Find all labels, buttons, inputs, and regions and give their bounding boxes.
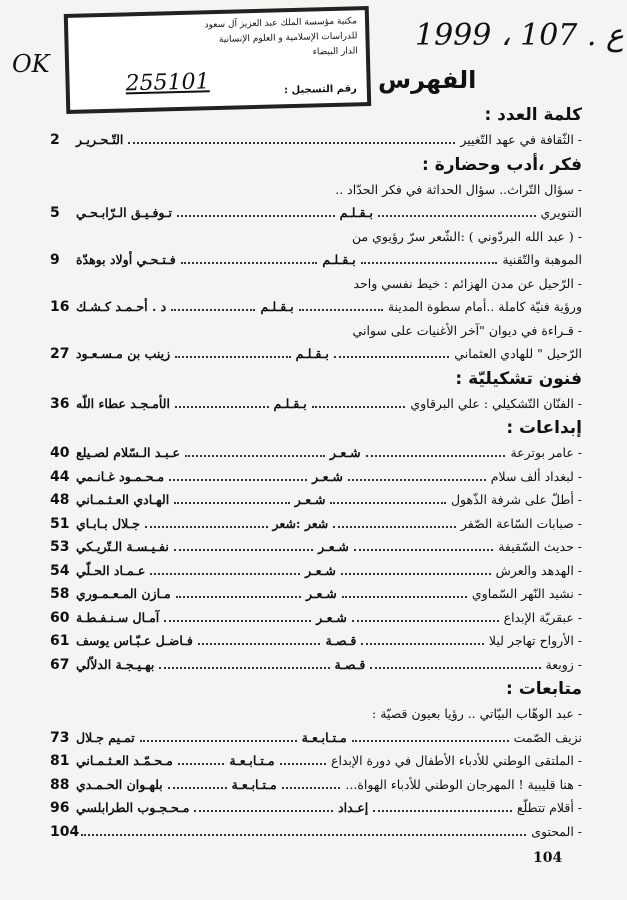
entry-author: نفـيـسـة الـتّريـكي <box>76 539 169 554</box>
entry-page: 67 <box>50 656 70 673</box>
stamp-line-3: الدار البيضاء <box>312 46 358 58</box>
entry-author: جـلال بـابـاي <box>75 515 140 531</box>
leader-dots <box>342 588 467 598</box>
toc-entry <box>50 535 582 559</box>
entry-author: الأمـجـد عطاء اللّه <box>76 395 170 411</box>
toc-entry <box>50 559 582 583</box>
handwritten-code: 1999 ، 107 . ع <box>415 18 624 53</box>
entry-author: تـوفـيـق الـرّابـحـي <box>75 205 173 220</box>
entry-page: 48 <box>49 492 70 508</box>
leader-dots <box>341 565 491 575</box>
entry-author: بلهـوان الحـمـدي <box>76 776 163 792</box>
toc-entry-line <box>50 178 582 202</box>
entry-page: 60 <box>50 609 70 626</box>
toc-entry <box>50 749 582 773</box>
leader-dots <box>282 779 341 789</box>
stamp-registration-label: رقم التسجيل : <box>283 83 357 97</box>
entry-page: 51 <box>49 515 70 532</box>
leader-dots <box>178 755 224 765</box>
entry-title: - حديث السّقيفة <box>498 539 582 554</box>
entry-author: الهـادي العـثـمـاني <box>75 492 170 507</box>
entry-page: 81 <box>49 753 70 769</box>
entry-title: - المحتوى <box>531 823 582 839</box>
entry-author: مـحـمـود غـانـمي <box>75 468 165 484</box>
leader-dots <box>352 732 509 742</box>
toc-entry-line <box>50 225 582 249</box>
entry-author: بهـيـجـة الدلاّلي <box>76 656 155 672</box>
entry-author: د . أحـمـد كـشـك <box>76 299 167 314</box>
entry-author: مـحـجـوب الطرابلسي <box>75 800 190 815</box>
entry-title: - سؤال التّراث.. سؤال الحداثة في فكر الحدّاد .. <box>335 181 582 197</box>
entry-type: بـقـلـم <box>295 346 329 361</box>
section-heading: فكر ،أدب وحضارة : <box>421 154 582 175</box>
toc-entry <box>50 342 582 366</box>
leader-dots <box>81 826 526 836</box>
toc-entry <box>50 128 582 152</box>
entry-page: 53 <box>50 539 70 555</box>
entry-title: - الأرواح تهاجر ليلا <box>488 633 582 648</box>
toc-entry-line <box>50 319 582 343</box>
entry-type: بـقـلـم <box>260 299 294 314</box>
entry-page: 88 <box>50 776 70 793</box>
leader-dots <box>361 635 484 645</box>
entry-page: 61 <box>49 633 70 649</box>
stamp-registration-number: 255101 <box>125 69 210 97</box>
toc-entry <box>50 726 582 750</box>
leader-dots <box>198 635 321 645</box>
leader-dots <box>330 494 446 504</box>
entry-page: 44 <box>49 468 70 485</box>
toc-entry-line <box>50 272 582 296</box>
toc-entry <box>50 773 582 797</box>
entry-title: - الملتقى الوطني للأدباء الأطفال في دورة الإبداع <box>331 753 582 768</box>
leader-dots <box>194 802 333 812</box>
section-heading: كلمة العدد : <box>484 105 582 125</box>
entry-type: مـتـابـعـة <box>231 776 277 792</box>
toc-entry <box>50 653 582 677</box>
leader-dots <box>185 447 325 457</box>
entry-page: 5 <box>49 205 60 221</box>
leader-dots <box>169 471 307 481</box>
entry-title: - الهدهد والعرش <box>495 562 582 578</box>
entry-type: مـتـابـعـة <box>229 753 275 768</box>
entry-page: 36 <box>50 395 70 412</box>
entry-type: قـصـة <box>325 633 357 648</box>
leader-dots <box>348 471 486 481</box>
entry-author: التّـحـريـر <box>76 132 124 147</box>
entry-page: 73 <box>50 729 70 746</box>
page-number: 104 <box>533 850 563 866</box>
entry-author: فـتـحـي أولاد بوهدّة <box>75 252 176 267</box>
section-heading: إبداعات : <box>506 418 582 438</box>
entry-title: - الرّحيل عن مدن الهزائم : خيط نفسي واحد <box>353 275 582 291</box>
leader-dots <box>352 612 499 622</box>
leader-dots <box>175 398 269 408</box>
stamp-line-2: للدراسات الإسلامية و العلوم الإنسانية <box>218 31 358 45</box>
toc-entry <box>50 629 582 653</box>
entry-title: - زوبعة <box>545 656 582 672</box>
entry-type: شـعـر <box>305 586 337 601</box>
entry-title: الموهبة والتّقنية <box>502 252 582 267</box>
entry-type: مـتـابـعـة <box>301 729 347 745</box>
leader-dots <box>171 301 255 311</box>
stamp-line-1: مكتبة مؤسسة الملك عبد العزيز آل سعود <box>204 16 358 31</box>
entry-page: 96 <box>49 800 70 816</box>
entry-author: عـبـد الـسّلام لصـيلع <box>76 445 180 460</box>
entry-title: - ( عبد الله البردّوني ) :الشّعر سرّ رؤيوي من <box>351 228 582 244</box>
entry-author: زينب بن مـسـعـود <box>75 346 171 361</box>
entry-author: آمـال سـنـفـطـة <box>76 609 160 625</box>
leader-dots <box>168 779 227 789</box>
leader-dots <box>150 565 300 575</box>
entry-page: 40 <box>50 445 70 461</box>
leader-dots <box>181 254 318 264</box>
toc-entry <box>50 582 582 606</box>
toc-heading-partial: الفهرس <box>378 66 477 94</box>
entry-type: شـعـر <box>329 445 361 460</box>
toc-entry <box>50 796 582 820</box>
leader-dots <box>175 348 290 358</box>
entry-title: الرّحيل " للهادي العثماني <box>454 346 582 361</box>
table-of-contents <box>50 98 582 843</box>
leader-dots <box>176 588 301 598</box>
section-heading: فنون تشكيليّة : <box>455 368 582 389</box>
entry-title: التنويري <box>540 205 582 220</box>
toc-entry <box>50 488 582 512</box>
entry-title: - نشيد النّهر السّماوي <box>471 586 582 601</box>
toc-entry <box>50 248 582 272</box>
leader-dots <box>174 494 290 504</box>
leader-dots <box>378 207 536 217</box>
leader-dots <box>128 134 455 144</box>
leader-dots <box>366 447 506 457</box>
section-heading: متابعات : <box>505 679 582 699</box>
toc-entry-line <box>50 702 582 726</box>
entry-author: تمـيم جـلال <box>76 729 135 745</box>
toc-entry <box>50 512 582 536</box>
entry-type: قـصـة <box>334 656 366 672</box>
entry-type: إعـداد <box>338 800 369 815</box>
entry-page: 2 <box>50 132 60 148</box>
entry-title: - عبقريّة الإبداع <box>503 609 582 625</box>
leader-dots <box>312 398 406 408</box>
entry-type: شـعـر <box>312 468 343 484</box>
entry-title: نزيف الصّمت <box>513 729 582 745</box>
entry-page: 9 <box>49 252 60 268</box>
leader-dots <box>334 348 449 358</box>
entry-title: - عبد الوهّاب البيّاتي .. رؤيا بعيون قصيّة : <box>372 706 582 721</box>
leader-dots <box>164 612 311 622</box>
toc-entry <box>50 392 582 416</box>
entry-page: 104 <box>50 823 80 840</box>
toc-entry <box>50 295 582 319</box>
entry-type: بـقـلـم <box>273 395 307 411</box>
entry-author: عـمـاد الحـلّي <box>75 562 146 578</box>
entry-title: - الفنّان التّشكيلي : علي البرقاوي <box>410 395 582 411</box>
leader-dots <box>174 541 313 551</box>
entry-title: - قـراءة في ديوان "آخر الأغنيات على سواني <box>352 322 582 338</box>
toc-entry <box>50 465 582 489</box>
entry-type: شـعـر <box>318 539 349 554</box>
entry-page: 16 <box>50 299 70 315</box>
leader-dots <box>299 301 383 311</box>
leader-dots <box>280 755 326 765</box>
entry-page: 27 <box>49 346 70 362</box>
entry-page: 58 <box>49 586 70 602</box>
leader-dots <box>145 518 268 528</box>
toc-entry <box>50 201 582 225</box>
entry-title: - أطلّ على شرفة الذّهول <box>450 492 582 507</box>
entry-author: فـاضـل عـبّـاس يوسف <box>75 633 193 648</box>
toc-entry <box>50 606 582 630</box>
entry-type: شـعـر <box>305 562 336 578</box>
leader-dots <box>140 732 297 742</box>
entry-title: - عامر بوترعة <box>510 445 582 460</box>
entry-page: 54 <box>49 562 70 579</box>
entry-author: مـحـمّـد العـثـمـاني <box>75 753 173 768</box>
entry-author: مـازن المـعـمـوري <box>75 586 171 601</box>
entry-type: بـقـلـم <box>339 205 373 220</box>
entry-title: - لبغداد ألف سلام <box>490 468 582 484</box>
handwritten-ok: OK <box>12 50 50 78</box>
leader-dots <box>354 541 493 551</box>
entry-title: ورؤية فنيّة كاملة ..أمام سطوة المدينة <box>387 299 582 314</box>
leader-dots <box>333 518 456 528</box>
leader-dots <box>361 254 498 264</box>
leader-dots <box>373 802 512 812</box>
toc-entry <box>50 441 582 465</box>
entry-type: بـقـلـم <box>322 252 356 267</box>
entry-title: - صبابات السّاعة الصّفر <box>460 515 582 531</box>
entry-type: شـعـر <box>316 609 347 625</box>
toc-entry <box>50 820 582 844</box>
entry-title: - أقلام تتطلّع <box>516 800 582 815</box>
leader-dots <box>370 659 540 669</box>
entry-title: - هنا قليبية ! المهرجان الوطني للأدباء الهواة... <box>345 776 582 792</box>
entry-title: - الثّقافة في عهد التّغيير <box>460 132 582 147</box>
entry-type: شـعـر <box>294 492 326 507</box>
leader-dots <box>159 659 329 669</box>
entry-type: شعر :شعر <box>272 515 329 531</box>
leader-dots <box>177 207 335 217</box>
